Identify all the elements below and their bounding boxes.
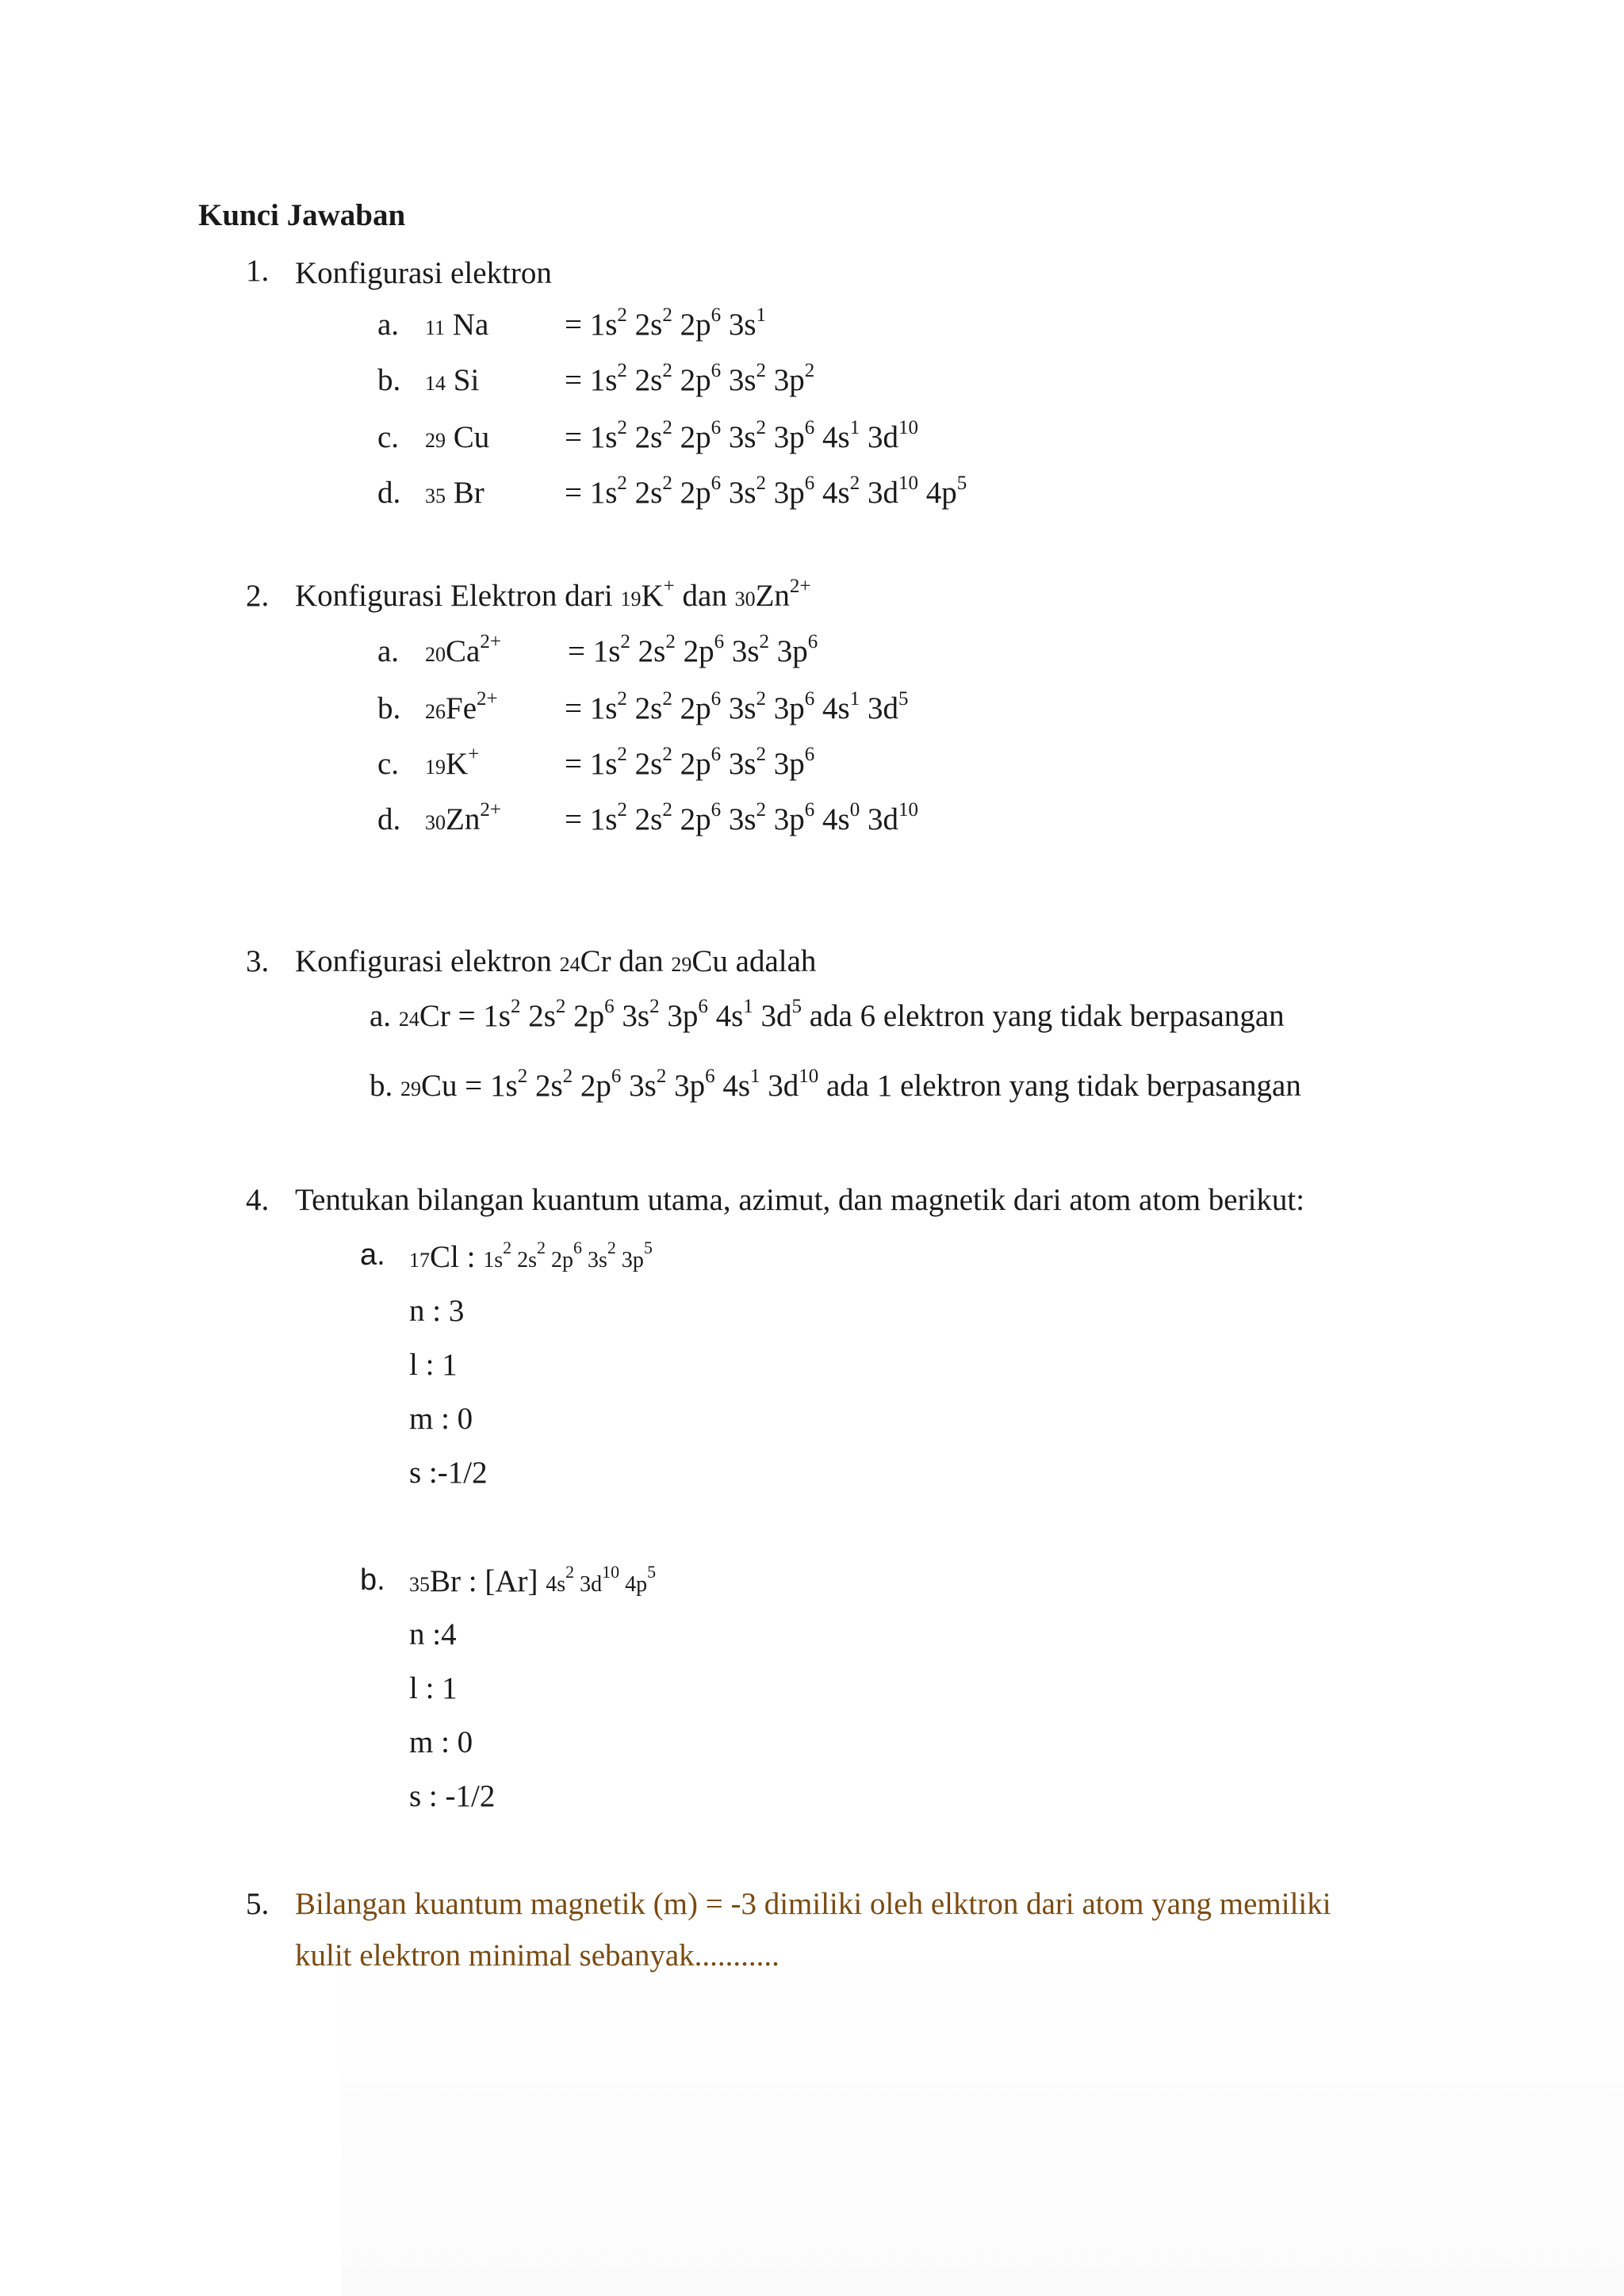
- q3b-config: [457, 1066, 819, 1103]
- q3-text-b: dan: [611, 944, 672, 978]
- q4a-m: m : 0: [409, 1402, 473, 1436]
- element-symbol: Cu: [446, 420, 490, 454]
- electron-count: 2: [617, 744, 627, 765]
- q1-item-config: [565, 473, 967, 510]
- electron-count: 2: [656, 1066, 667, 1087]
- orbital: 4s: [814, 691, 850, 725]
- q3b-letter: b.: [370, 1069, 393, 1103]
- atomic-number: 20: [425, 643, 446, 666]
- orbital: 4s: [814, 802, 850, 836]
- orbital: 2p: [672, 308, 711, 342]
- electron-count: 6: [710, 417, 722, 438]
- q3a-z: 24: [398, 1008, 419, 1031]
- orbital: 3d: [860, 691, 898, 725]
- electron-count: 2: [662, 304, 672, 326]
- orbital: 2p: [546, 1248, 573, 1272]
- q2-item-config: [565, 744, 815, 781]
- orbital: 2s: [626, 420, 663, 454]
- orbital: 2p: [672, 420, 711, 454]
- orbital: 4s: [714, 1069, 750, 1103]
- electron-count: 6: [573, 1238, 582, 1257]
- q4b-l: l : 1: [409, 1671, 458, 1705]
- atomic-number: 29: [425, 429, 446, 452]
- orbital: 2p: [573, 1069, 611, 1103]
- atomic-number: 30: [425, 811, 446, 834]
- ion-charge: 2+: [480, 631, 501, 652]
- electron-count: 10: [602, 1562, 620, 1582]
- electron-count: 2: [503, 1238, 512, 1257]
- orbital: 4p: [619, 1572, 648, 1597]
- electron-count: 2: [617, 473, 627, 494]
- q1-item-element: [425, 477, 485, 508]
- atomic-number: 19: [425, 756, 446, 779]
- electron-count: 5: [791, 996, 802, 1017]
- electron-count: 6: [714, 631, 725, 652]
- orbital: 3s: [721, 747, 756, 781]
- q4b-config: [546, 1562, 657, 1597]
- q2-text-a: Konfigurasi Elektron dari: [295, 579, 621, 613]
- q3-z1: 24: [559, 953, 580, 976]
- q1-item-letter: b.: [377, 363, 401, 397]
- q5-line-1: Bilangan kuantum magnetik (m) = -3 dimiliki oleh elktron dari atom yang memiliki: [295, 1887, 1331, 1921]
- electron-count: 2: [662, 744, 672, 765]
- q2-item-ion: [425, 631, 501, 668]
- q4a-l: l : 1: [409, 1348, 458, 1382]
- q2-item-letter: a.: [377, 634, 400, 668]
- orbital: 3d: [860, 476, 898, 510]
- q1-item-config: [565, 360, 815, 397]
- electron-count: 0: [849, 799, 860, 821]
- q4a-letter: a.: [360, 1238, 385, 1272]
- electron-count: 2: [620, 631, 630, 652]
- q1-item-element: [425, 309, 488, 340]
- electron-count: 2: [510, 996, 521, 1017]
- electron-count: 6: [804, 799, 815, 821]
- orbital: 2s: [626, 747, 663, 781]
- atomic-number: 11: [425, 316, 446, 339]
- orbital: = 1s: [565, 802, 618, 836]
- orbital: 3s: [721, 308, 756, 342]
- q1-number: 1.: [246, 254, 270, 288]
- electron-count: 2: [607, 1238, 616, 1257]
- q2-item-config: [568, 631, 818, 668]
- q4b-n: n :4: [409, 1617, 457, 1651]
- orbital: 3d: [574, 1572, 603, 1597]
- q4a-z: 17: [409, 1249, 430, 1272]
- electron-count: 2: [617, 360, 627, 381]
- page-shading: [341, 1934, 1624, 2296]
- orbital: 3s: [721, 802, 756, 836]
- electron-count: 2: [617, 304, 627, 326]
- orbital: = 1s: [565, 308, 618, 342]
- orbital: 3s: [614, 999, 650, 1033]
- orbital: 3p: [666, 1069, 706, 1103]
- electron-count: 2: [756, 744, 767, 765]
- q2-sym2: Zn: [755, 579, 790, 613]
- q2-z1: 19: [620, 587, 642, 610]
- electron-count: 5: [956, 473, 967, 494]
- electron-count: 2: [756, 360, 767, 381]
- q3a-symbol: Cr: [419, 999, 450, 1033]
- electron-count: 2: [617, 417, 627, 438]
- q2-item-ion: [425, 688, 498, 725]
- q2-number: 2.: [246, 579, 270, 613]
- q4b-m: m : 0: [409, 1725, 473, 1759]
- q1-item-config: [565, 417, 918, 454]
- electron-count: 2: [662, 688, 672, 710]
- electron-count: 6: [710, 304, 722, 326]
- q3b-symbol: Cu: [421, 1069, 458, 1103]
- orbital: = 1s: [457, 1069, 518, 1103]
- element-symbol: Ca: [446, 634, 481, 668]
- orbital: 3s: [721, 691, 756, 725]
- q2-text-b: dan: [674, 579, 735, 613]
- orbital: 2p: [675, 634, 714, 668]
- orbital: 3p: [659, 999, 699, 1033]
- electron-count: 6: [604, 996, 615, 1017]
- orbital: 3d: [760, 1069, 799, 1103]
- q3-heading: [295, 946, 816, 977]
- orbital: = 1s: [568, 634, 621, 668]
- orbital: 2s: [520, 999, 556, 1033]
- element-symbol: Br: [446, 476, 485, 510]
- electron-count: 2: [756, 417, 767, 438]
- orbital: 3d: [753, 999, 792, 1033]
- electron-count: 10: [898, 473, 918, 494]
- orbital: = 1s: [565, 363, 618, 397]
- q2-item-letter: c.: [377, 747, 400, 781]
- element-symbol: Fe: [446, 691, 477, 725]
- electron-count: 2: [617, 799, 627, 821]
- q4a-config: [483, 1238, 653, 1272]
- electron-count: 2: [756, 473, 767, 494]
- q4-number: 4.: [246, 1183, 270, 1217]
- electron-count: 2: [662, 360, 672, 381]
- page-title: Kunci Jawaban: [198, 198, 406, 232]
- electron-count: 10: [799, 1066, 819, 1087]
- orbital: 4s: [814, 420, 850, 454]
- q2-charge1: +: [663, 576, 675, 597]
- electron-count: 2: [662, 473, 672, 494]
- electron-count: 6: [804, 417, 815, 438]
- ion-charge: 2+: [480, 799, 501, 821]
- orbital: 2p: [672, 476, 711, 510]
- electron-count: 5: [643, 1238, 653, 1257]
- orbital: 2p: [672, 691, 711, 725]
- q4b-formula: [409, 1562, 657, 1598]
- q3-item-b: [370, 1066, 1301, 1103]
- electron-count: 2: [537, 1238, 546, 1257]
- electron-count: 1: [849, 688, 860, 710]
- orbital: 2s: [626, 802, 663, 836]
- electron-count: 5: [898, 688, 909, 710]
- electron-count: 1: [750, 1066, 760, 1087]
- orbital: 3s: [721, 476, 756, 510]
- orbital: 2s: [511, 1248, 537, 1272]
- q2-item-ion: [425, 799, 501, 836]
- electron-count: 6: [804, 473, 815, 494]
- element-symbol: Zn: [446, 802, 481, 836]
- q2-item-config: [565, 799, 918, 836]
- q2-charge2: 2+: [789, 576, 811, 597]
- element-symbol: Si: [446, 363, 480, 397]
- q2-item-ion: [425, 744, 480, 781]
- electron-count: 2: [649, 996, 660, 1017]
- q3-text-a: Konfigurasi elektron: [295, 944, 560, 978]
- element-symbol: Na: [445, 308, 489, 342]
- electron-count: 6: [705, 1066, 715, 1087]
- electron-count: 6: [710, 360, 722, 381]
- q3-sym2: Cu: [691, 944, 728, 978]
- electron-count: 10: [898, 799, 918, 821]
- orbital: 2s: [626, 308, 663, 342]
- q1-text: Konfigurasi elektron: [295, 256, 552, 290]
- orbital: 3p: [766, 747, 805, 781]
- q3a-letter: a.: [370, 999, 392, 1033]
- q3-item-a: [370, 996, 1285, 1033]
- electron-count: 1: [849, 417, 860, 438]
- q2-item-letter: d.: [377, 802, 401, 836]
- orbital: 2s: [626, 476, 663, 510]
- q4b-s: s : -1/2: [409, 1779, 496, 1813]
- orbital: 3p: [766, 420, 805, 454]
- q2-item-letter: b.: [377, 691, 401, 725]
- orbital: 3s: [724, 634, 760, 668]
- electron-count: 2: [665, 631, 676, 652]
- orbital: 2s: [626, 691, 663, 725]
- electron-count: 6: [804, 688, 815, 710]
- q3a-config: [450, 996, 802, 1033]
- orbital: 3d: [860, 802, 898, 836]
- atomic-number: 35: [425, 484, 446, 507]
- electron-count: 2: [562, 1066, 573, 1087]
- orbital: 3d: [860, 420, 898, 454]
- q4b-z: 35: [409, 1573, 430, 1596]
- electron-count: 2: [756, 799, 767, 821]
- q5-number: 5.: [246, 1887, 270, 1921]
- q3b-tail: ada 1 elektron yang tidak berpasangan: [818, 1069, 1301, 1103]
- electron-count: 2: [804, 360, 815, 381]
- q1-item-letter: c.: [377, 420, 400, 454]
- q3a-tail: ada 6 elektron yang tidak berpasangan: [802, 999, 1285, 1033]
- electron-count: 6: [804, 744, 815, 765]
- q3-number: 3.: [246, 944, 270, 978]
- orbital: 3s: [721, 420, 756, 454]
- electron-count: 1: [743, 996, 753, 1017]
- electron-count: 2: [565, 1562, 575, 1582]
- orbital: 3p: [766, 691, 805, 725]
- q2-heading: [295, 576, 811, 613]
- electron-count: 2: [555, 996, 566, 1017]
- q4b-symbol: Br : [Ar]: [430, 1564, 546, 1598]
- orbital: = 1s: [565, 691, 618, 725]
- orbital: 2s: [626, 363, 663, 397]
- electron-count: 6: [807, 631, 818, 652]
- q1-item-letter: a.: [377, 308, 400, 342]
- q3-text-c: adalah: [727, 944, 817, 978]
- orbital: 2s: [527, 1069, 563, 1103]
- orbital: 3p: [615, 1248, 644, 1272]
- orbital: = 1s: [565, 476, 618, 510]
- orbital: = 1s: [565, 747, 618, 781]
- electron-count: 6: [698, 996, 708, 1017]
- orbital: 2s: [630, 634, 666, 668]
- q4a-n: n : 3: [409, 1294, 465, 1328]
- q2-z2: 30: [734, 587, 756, 610]
- electron-count: 2: [759, 631, 770, 652]
- orbital: 3p: [769, 634, 808, 668]
- orbital: 4s: [546, 1572, 566, 1597]
- electron-count: 6: [611, 1066, 622, 1087]
- electron-count: 6: [710, 744, 722, 765]
- orbital: = 1s: [565, 420, 618, 454]
- electron-count: 6: [710, 688, 722, 710]
- q1-item-element: [425, 365, 479, 396]
- orbital: 3p: [766, 802, 805, 836]
- q3-z2: 29: [671, 953, 692, 976]
- q4a-s: s :-1/2: [409, 1456, 488, 1490]
- orbital: = 1s: [450, 999, 511, 1033]
- orbital: 3p: [766, 363, 805, 397]
- orbital: 2p: [672, 747, 711, 781]
- electron-count: 2: [756, 688, 767, 710]
- atomic-number: 26: [425, 700, 446, 723]
- q1-item-config: [565, 304, 767, 342]
- electron-count: 2: [662, 799, 672, 821]
- orbital: 4s: [707, 999, 744, 1033]
- orbital: 2p: [565, 999, 605, 1033]
- orbital: 1s: [483, 1248, 504, 1272]
- q4-text: Tentukan bilangan kuantum utama, azimut, dan magnetik dari atom atom berikut:: [295, 1183, 1305, 1217]
- q5-line-2: kulit elektron minimal sebanyak...........: [295, 1938, 779, 1973]
- electron-count: 6: [710, 799, 722, 821]
- q1-item-letter: d.: [377, 476, 401, 510]
- orbital: 3s: [621, 1069, 657, 1103]
- ion-charge: 2+: [477, 688, 498, 710]
- orbital: 2p: [672, 802, 711, 836]
- orbital: 3p: [766, 476, 805, 510]
- q2-item-config: [565, 688, 909, 725]
- electron-count: 2: [617, 688, 627, 710]
- electron-count: 2: [662, 417, 672, 438]
- q4b-letter: b.: [360, 1563, 385, 1597]
- q2-sym1: K: [641, 579, 664, 613]
- q1-item-element: [425, 422, 489, 453]
- element-symbol: K: [446, 747, 469, 781]
- orbital: 3s: [582, 1248, 607, 1272]
- electron-count: 6: [710, 473, 722, 494]
- electron-count: 1: [756, 304, 767, 326]
- orbital: 4s: [814, 476, 850, 510]
- electron-count: 2: [849, 473, 860, 494]
- ion-charge: +: [468, 744, 480, 765]
- q4a-symbol: Cl :: [430, 1240, 484, 1274]
- atomic-number: 14: [425, 372, 446, 395]
- q3-sym1: Cr: [580, 944, 611, 978]
- q4a-formula: [409, 1238, 653, 1274]
- orbital: 4p: [917, 476, 957, 510]
- electron-count: 5: [647, 1562, 657, 1582]
- orbital: 3s: [721, 363, 756, 397]
- orbital: 2p: [672, 363, 711, 397]
- electron-count: 10: [898, 417, 918, 438]
- q3b-z: 29: [400, 1077, 421, 1100]
- electron-count: 2: [517, 1066, 528, 1087]
